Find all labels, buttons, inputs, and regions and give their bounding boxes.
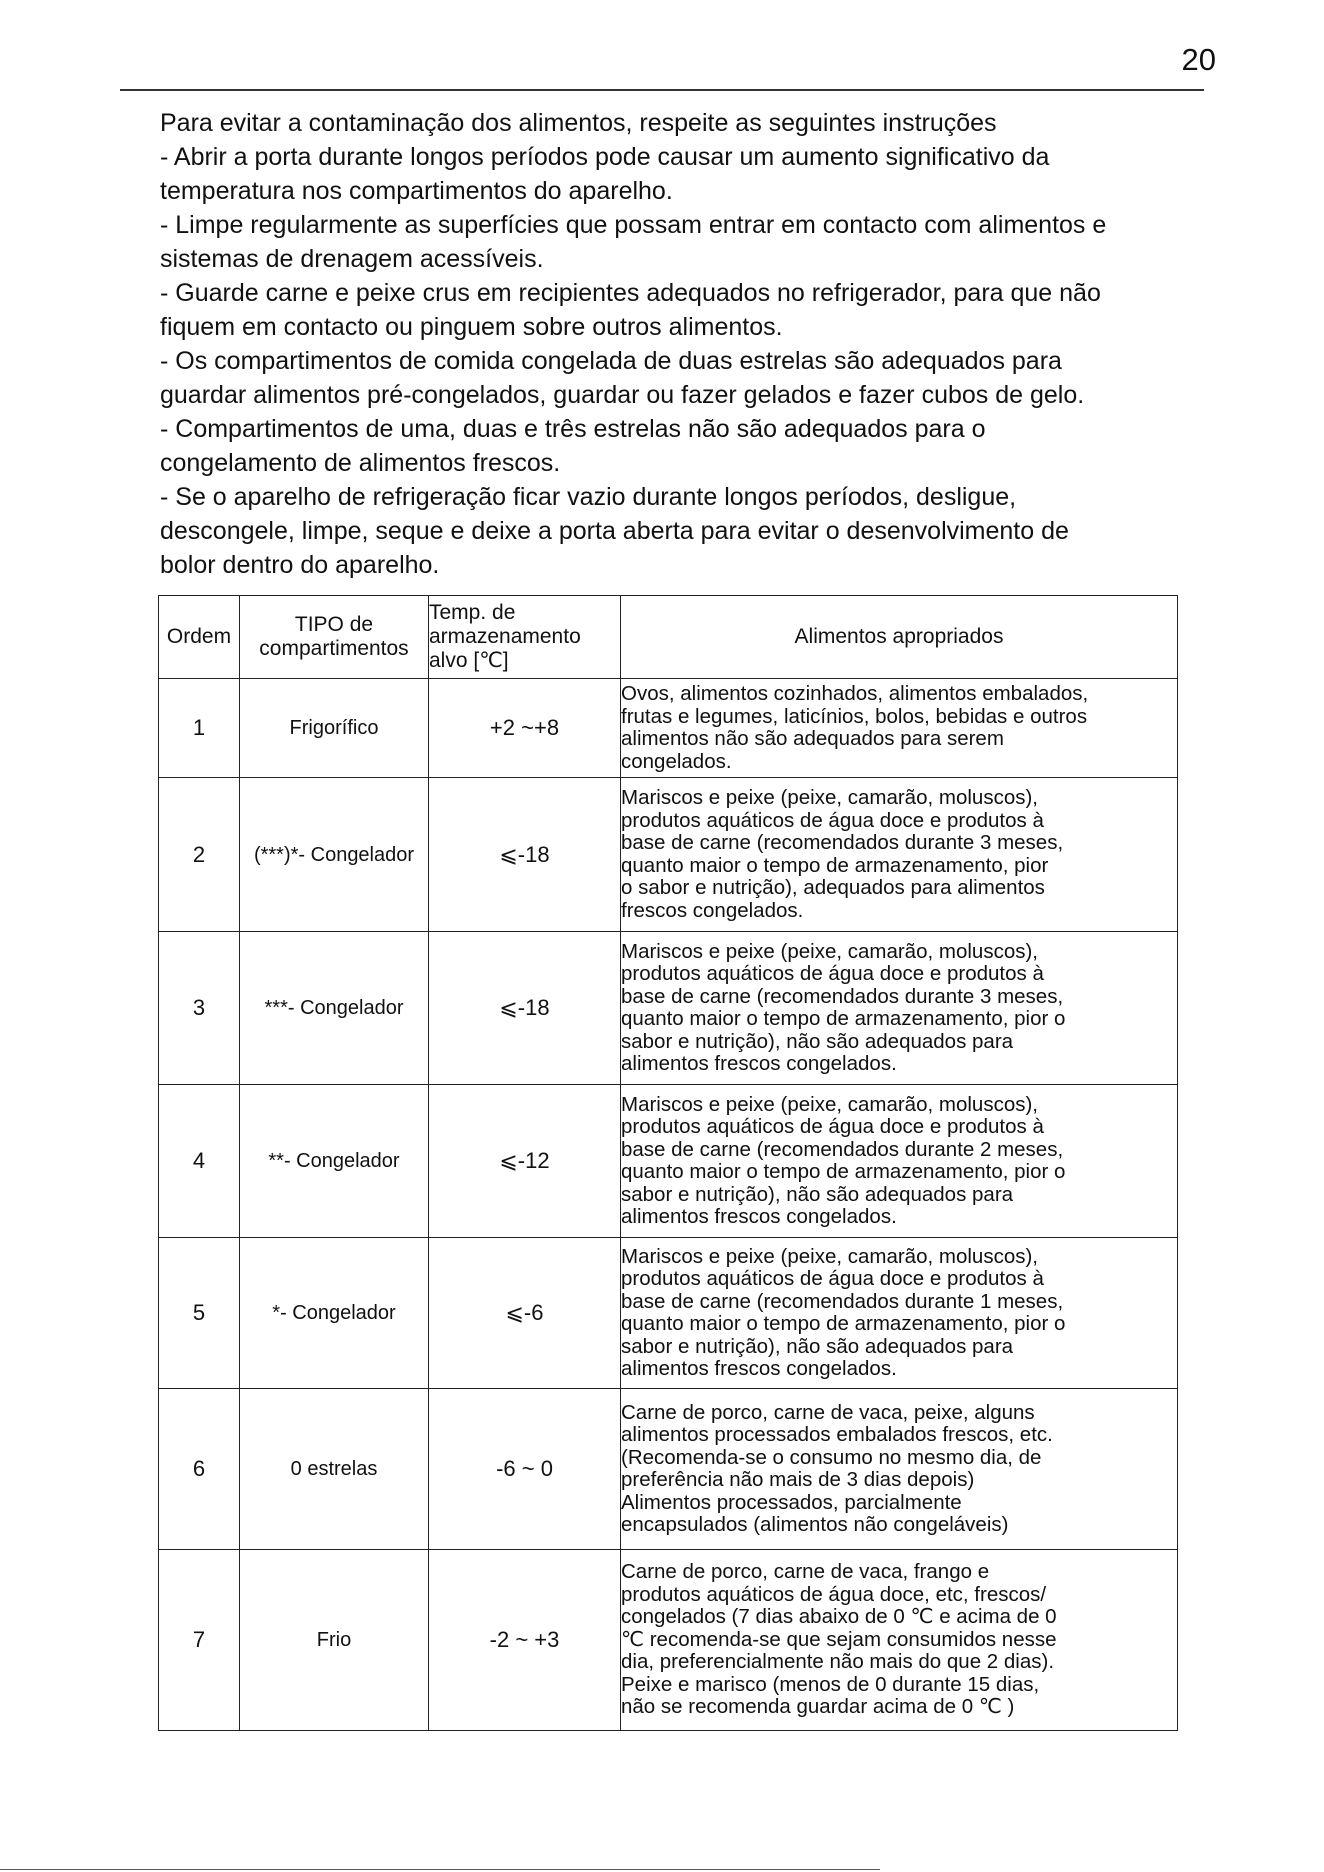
footer-divider <box>0 1869 880 1870</box>
instruction-item: - Os compartimentos de comida congelada de duas estrelas são adequados para guardar alimentos pré-congelados, guardar ou fazer gelados e fazer cubos de gelo. <box>160 347 1085 409</box>
temp-cell: ⩽-18 <box>429 932 621 1085</box>
storage-table <box>158 595 1178 1731</box>
instruction-item: - Guarde carne e peixe crus em recipientes adequados no refrigerador, para que não fiquem em contacto ou pinguem sobre outros alimentos. <box>160 279 1101 341</box>
instruction-item: - Abrir a porta durante longos períodos pode causar um aumento significativo da temperatura nos compartimentos do aparelho. <box>160 143 1050 205</box>
instruction-item: - Se o aparelho de refrigeração ficar vazio durante longos períodos, desligue, descongele, limpe, seque e deixe a porta aberta para evitar o desenvolvimento de bolor dentro do aparelho. <box>160 483 1069 579</box>
header-divider <box>120 89 1204 91</box>
table-row <box>159 1238 1178 1389</box>
tipo-cell: 0 estrelas <box>240 1389 429 1550</box>
header-tipo-label: TIPO de compartimentos <box>259 613 409 660</box>
temp-cell: ⩽-18 <box>429 778 621 932</box>
tipo-cell: Frio <box>240 1550 429 1731</box>
tipo-cell: Frigorífico <box>240 679 429 778</box>
temp-cell: -6 ~ 0 <box>429 1389 621 1550</box>
table-row <box>159 778 1178 932</box>
ordem-cell: 4 <box>159 1085 240 1238</box>
alimentos-cell: Ovos, alimentos cozinhados, alimentos embalados, frutas e legumes, laticínios, bolos, bebidas e outros alimentos não são adequados para serem congelados. <box>621 679 1178 778</box>
table-row <box>159 1085 1178 1238</box>
header-tipo <box>240 596 429 679</box>
table-header-row <box>159 596 1178 679</box>
ordem-cell: 1 <box>159 679 240 778</box>
ordem-cell: 3 <box>159 932 240 1085</box>
header-alimentos: Alimentos apropriados <box>621 596 1178 679</box>
tipo-cell: (***)*- Congelador <box>240 778 429 932</box>
header-temp: Temp. de armazenamento alvo [℃] <box>429 596 621 679</box>
temp-cell: +2 ~+8 <box>429 679 621 778</box>
alimentos-cell: Carne de porco, carne de vaca, peixe, alguns alimentos processados embalados frescos, etc. (Recomenda-se o consumo no mesmo dia, de preferência não mais de 3 dias depois) Alimentos processados, parcialmente encapsulados (alimentos não congeláveis) <box>621 1389 1178 1550</box>
alimentos-cell: Mariscos e peixe (peixe, camarão, moluscos), produtos aquáticos de água doce e produtos à base de carne (recomendados durante 3 meses, quanto maior o tempo de armazenamento, pior o sabor e nutrição), não são adequados para alimentos frescos congelados. <box>621 932 1178 1085</box>
tipo-cell: ***- Congelador <box>240 932 429 1085</box>
ordem-cell: 7 <box>159 1550 240 1731</box>
table-row <box>159 932 1178 1085</box>
ordem-cell: 6 <box>159 1389 240 1550</box>
ordem-cell: 2 <box>159 778 240 932</box>
temp-cell: ⩽-6 <box>429 1238 621 1389</box>
tipo-cell: **- Congelador <box>240 1085 429 1238</box>
alimentos-cell: Mariscos e peixe (peixe, camarão, moluscos), produtos aquáticos de água doce e produtos à base de carne (recomendados durante 3 meses, quanto maior o tempo de armazenamento, pior o sabor e nutrição), adequados para alimentos frescos congelados. <box>621 778 1178 932</box>
tipo-cell: *- Congelador <box>240 1238 429 1389</box>
alimentos-cell: Carne de porco, carne de vaca, frango e produtos aquáticos de água doce, etc, frescos/ congelados (7 dias abaixo de 0 ℃ e acima de 0 ℃ recomenda-se que sejam consumidos nesse dia, preferencialmente não mais do que 2 dias). Peixe e marisco (menos de 0 durante 15 dias, não se recomenda guardar acima de 0 ℃ ) <box>621 1550 1178 1731</box>
temp-cell: ⩽-12 <box>429 1085 621 1238</box>
ordem-cell: 5 <box>159 1238 240 1389</box>
table-row <box>159 1389 1178 1550</box>
instructions-text <box>160 106 1220 582</box>
table-row <box>159 679 1178 778</box>
instruction-item: - Limpe regularmente as superfícies que possam entrar em contacto com alimentos e sistemas de drenagem acessíveis. <box>160 211 1107 273</box>
alimentos-cell: Mariscos e peixe (peixe, camarão, moluscos), produtos aquáticos de água doce e produtos à base de carne (recomendados durante 1 meses, quanto maior o tempo de armazenamento, pior o sabor e nutrição), não são adequados para alimentos frescos congelados. <box>621 1238 1178 1389</box>
alimentos-cell: Mariscos e peixe (peixe, camarão, moluscos), produtos aquáticos de água doce e produtos à base de carne (recomendados durante 2 meses, quanto maior o tempo de armazenamento, pior o sabor e nutrição), não são adequados para alimentos frescos congelados. <box>621 1085 1178 1238</box>
instruction-item: - Compartimentos de uma, duas e três estrelas não são adequados para o congelamento de alimentos frescos. <box>160 415 986 477</box>
header-ordem: Ordem <box>159 596 240 679</box>
page-number: 20 <box>1181 42 1216 77</box>
table-row <box>159 1550 1178 1731</box>
temp-cell: -2 ~ +3 <box>429 1550 621 1731</box>
instructions-intro: Para evitar a contaminação dos alimentos, respeite as seguintes instruções <box>160 109 997 137</box>
